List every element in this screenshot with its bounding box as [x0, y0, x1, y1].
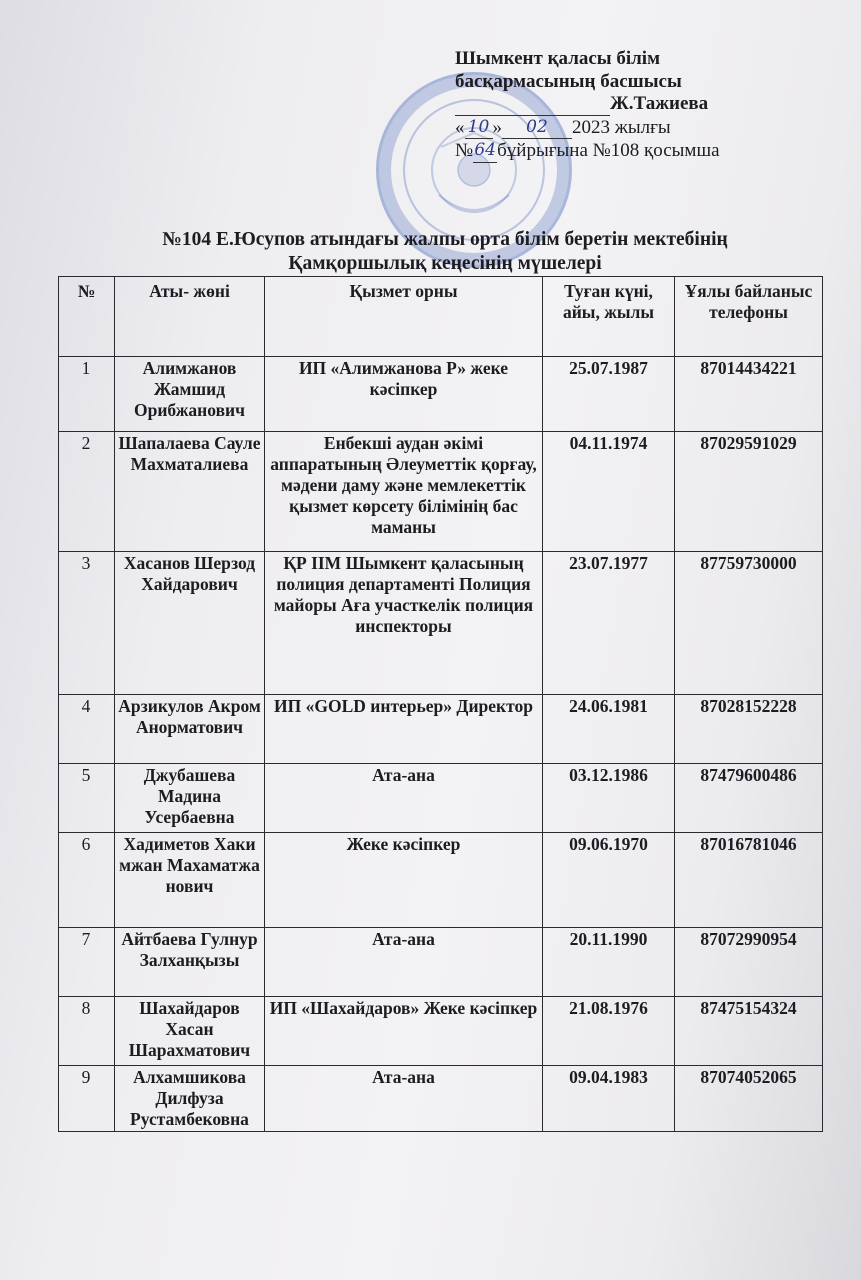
member-position: Ата-ана — [265, 1066, 543, 1132]
member-phone: 87016781046 — [675, 833, 823, 928]
title-line-1: №104 Е.Юсупов атындағы жалпы орта білім беретін мектебінің — [162, 229, 728, 250]
member-position: Жеке кәсіпкер — [265, 833, 543, 928]
signature-line — [455, 97, 610, 116]
member-birthdate: 23.07.1977 — [543, 552, 675, 695]
member-position: ИП «GOLD интерьер» Директор — [265, 695, 543, 764]
row-number: 9 — [59, 1066, 115, 1132]
row-number: 6 — [59, 833, 115, 928]
member-name: Хасанов Шерзод Хайдарович — [115, 552, 265, 695]
member-birthdate: 21.08.1976 — [543, 997, 675, 1066]
header-name: Аты- жөні — [115, 277, 265, 357]
table-row — [59, 552, 823, 695]
row-number: 8 — [59, 997, 115, 1066]
member-position: ИП «Шахайдаров» Жеке кәсіпкер — [265, 997, 543, 1066]
member-name: Арзикулов Акром Анорматович — [115, 695, 265, 764]
member-phone: 87074052065 — [675, 1066, 823, 1132]
signer-name: Ж.Тажиева — [610, 93, 709, 114]
header-phone: Ұялы байланыс телефоны — [675, 277, 823, 357]
member-position: Енбекші аудан әкімі аппаратының Әлеуметтік қорғау, мәдени даму және мемлекеттік қызмет көрсету білімінің бас маманы — [265, 432, 543, 552]
table-header-row — [59, 277, 823, 357]
row-number: 5 — [59, 764, 115, 833]
member-birthdate: 04.11.1974 — [543, 432, 675, 552]
member-name: Хадиметов Хакимжан Махаматжанович — [115, 833, 265, 928]
member-name: Алхамшикова Дилфуза Рустамбековна — [115, 1066, 265, 1132]
member-birthdate: 20.11.1990 — [543, 928, 675, 997]
members-table — [58, 276, 823, 1132]
order-number: 64 — [473, 139, 497, 163]
date-year: 2023 жылғы — [572, 116, 671, 138]
member-phone: 87759730000 — [675, 552, 823, 695]
member-name: Джубашева Мадина Усербаевна — [115, 764, 265, 833]
row-number: 4 — [59, 695, 115, 764]
table-row — [59, 432, 823, 552]
table-row — [59, 1066, 823, 1132]
member-phone: 87028152228 — [675, 695, 823, 764]
order-reference: №64бұйрығына №108 қосымша — [455, 140, 720, 161]
table-row — [59, 764, 823, 833]
member-name: Айтбаева Гулнур Залханқызы — [115, 928, 265, 997]
title-line-2: Қамқоршылық кеңесінің мүшелері — [288, 253, 602, 274]
member-birthdate: 24.06.1981 — [543, 695, 675, 764]
member-phone: 87475154324 — [675, 997, 823, 1066]
member-phone: 87014434221 — [675, 357, 823, 432]
member-name: Алимжанов Жамшид Орибжанович — [115, 357, 265, 432]
approval-date: « 10 » 02 2023 жылғы — [455, 116, 671, 138]
header-number: № — [59, 277, 115, 357]
member-position: ҚР ІІМ Шымкент қаласының полиция департаменті Полиция майоры Аға участкелік полиция инспекторы — [265, 552, 543, 695]
header-position: Қызмет орны — [265, 277, 543, 357]
table-row — [59, 997, 823, 1066]
table-row — [59, 833, 823, 928]
member-position: Ата-ана — [265, 764, 543, 833]
row-number: 3 — [59, 552, 115, 695]
date-month: 02 — [502, 116, 572, 140]
member-name: Шапалаева Сауле Махматалиевa — [115, 432, 265, 552]
member-birthdate: 09.04.1983 — [543, 1066, 675, 1132]
approval-line-1: Шымкент қаласы білім — [455, 48, 661, 69]
member-position: Ата-ана — [265, 928, 543, 997]
row-number: 7 — [59, 928, 115, 997]
date-day: 10 — [465, 116, 493, 140]
member-phone: 87072990954 — [675, 928, 823, 997]
member-phone: 87479600486 — [675, 764, 823, 833]
approval-block — [455, 48, 815, 163]
approval-line-2: басқармасының басшысы — [455, 70, 682, 92]
member-name: Шахайдаров Хасан Шарахматович — [115, 997, 265, 1066]
member-position: ИП «Алимжанова Р» жеке кәсіпкер — [265, 357, 543, 432]
document-title — [60, 228, 830, 276]
row-number: 2 — [59, 432, 115, 552]
member-birthdate: 09.06.1970 — [543, 833, 675, 928]
table-row — [59, 695, 823, 764]
header-birthdate: Туған күні, айы, жылы — [543, 277, 675, 357]
member-phone: 87029591029 — [675, 432, 823, 552]
row-number: 1 — [59, 357, 115, 432]
member-birthdate: 03.12.1986 — [543, 764, 675, 833]
table-row — [59, 357, 823, 432]
member-birthdate: 25.07.1987 — [543, 357, 675, 432]
table-row — [59, 928, 823, 997]
